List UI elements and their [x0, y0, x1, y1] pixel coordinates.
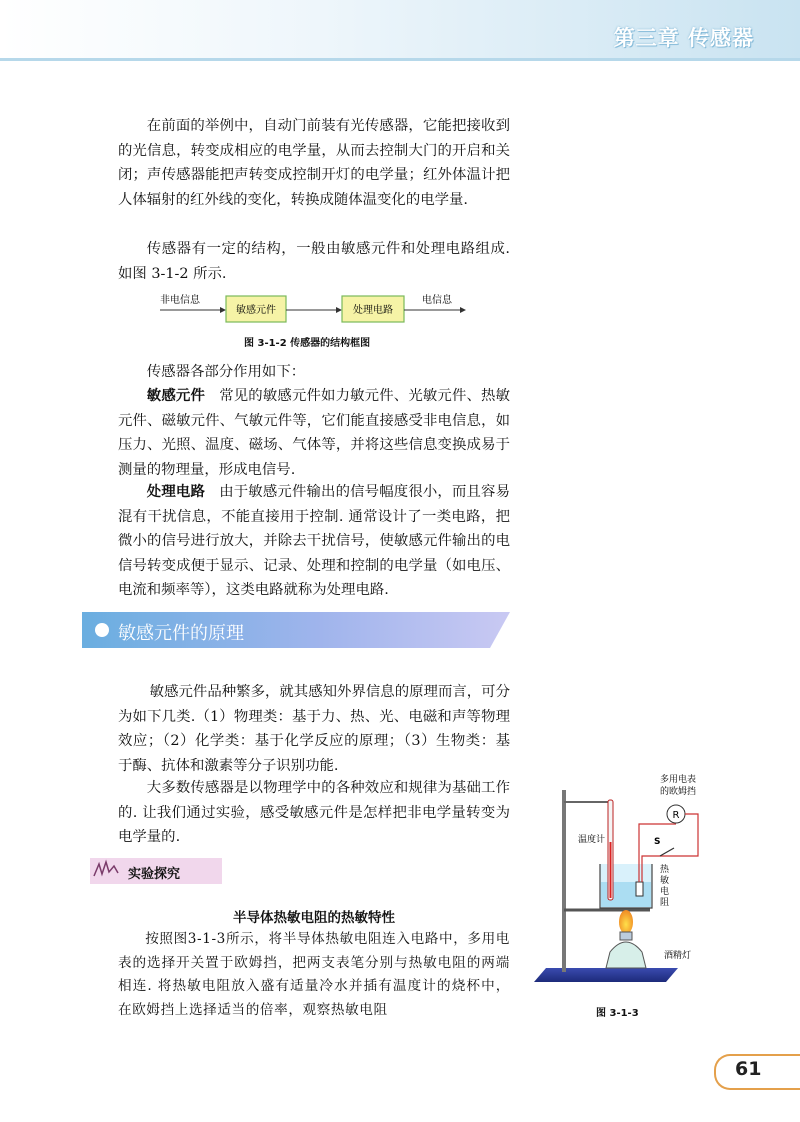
diagram-output-label: 电信息 — [422, 295, 452, 306]
alcohol-lamp — [606, 942, 646, 968]
paragraph-4 — [118, 384, 510, 482]
paragraph-3: 传感器各部分作用如下： — [146, 364, 306, 380]
header-rule — [0, 58, 800, 61]
diagram-box2-label: 处理电路 — [353, 305, 393, 316]
paragraph-6: 敏感元件品种繁多，就其感知外界信息的原理而言，可分为如下几类.（1）物理类：基于力、热、光、电磁和声等物理效应；（2）化学类：基于化学反应的原理；（3）生物类：基于酶、抗体和激素等分子识别功能. — [118, 684, 510, 774]
stand-base — [534, 968, 678, 982]
meter-label-1: 多用电表 — [659, 775, 697, 785]
switch-label: S — [654, 837, 661, 847]
figure-312-caption: 图 3-1-2 传感器的结构框图 — [244, 338, 371, 349]
section-title: 敏感元件的原理 — [118, 623, 244, 644]
thermistor-label-4: 阻 — [660, 898, 670, 908]
meter-label-2: 的欧姆挡 — [659, 787, 697, 797]
stand-rod — [562, 790, 566, 972]
paragraph-7: 大多数传感器是以物理学中的各种效应和规律为基础工作的. 让我们通过实验，感受敏感元件是怎样把非电学量转变为电学量的. — [118, 780, 510, 846]
paragraph-4-text: 常见的敏感元件如力敏元件、光敏元件、热敏元件、磁敏元件、气敏元件等，它们能直接感受非电信息，如压力、光照、温度、磁场、气体等，并将这些信息变换成易于测量的物理量，形成电信号. — [118, 388, 510, 478]
flame — [619, 910, 633, 934]
thermistor-label-2: 敏 — [660, 876, 670, 886]
switch — [660, 848, 674, 856]
term-sensing-element: 敏感元件 — [146, 388, 205, 404]
thermistor — [636, 882, 643, 896]
thermistor-label-1: 热 — [660, 865, 670, 875]
experiment-title: 半导体热敏电阻的热敏特性 — [233, 910, 395, 926]
sensor-structure-diagram — [160, 294, 480, 330]
figure-313-caption: 图 3-1-3 — [596, 1008, 639, 1019]
experiment-label: 实验探究 — [128, 867, 181, 882]
lamp-label: 酒精灯 — [664, 951, 692, 961]
page-number: 61 — [735, 1058, 762, 1080]
diagram-box1-label: 敏感元件 — [236, 305, 276, 316]
paragraph-5-text: 由于敏感元件输出的信号幅度很小，而且容易混有干扰信息，不能直接用于控制. 通常设计了一类电路，把微小的信号进行放大，并除去干扰信号，使敏感元件输出的电信号转变成便于显示、记录、处理和控制的电学量（如电压、电流和频率等），这类电路就称为处理电路. — [118, 484, 510, 599]
term-processing-circuit: 处理电路 — [146, 484, 205, 500]
diagram-input-label: 非电信息 — [160, 295, 200, 306]
thermometer-label: 温度计 — [578, 835, 606, 845]
thermistor-label-3: 电 — [660, 887, 670, 897]
chapter-title: 第三章 传感器 — [613, 26, 754, 50]
paragraph-5 — [118, 480, 510, 603]
meter-symbol: R — [672, 810, 680, 821]
thermistor-apparatus-figure — [528, 772, 728, 1002]
experiment-body: 按照图3-1-3所示，将半导体热敏电阻连入电路中，多用电表的选择开关置于欧姆挡，把两支表笔分别与热敏电阻的两端相连. 将热敏电阻放入盛有适量冷水并插有温度计的烧杯中，在欧姆挡上选择适当的倍率，观察热敏电阻 — [118, 931, 510, 1018]
section-bullet-icon — [95, 623, 109, 637]
paragraph-2: 传感器有一定的结构，一般由敏感元件和处理电路组成. 如图 3-1-2 所示. — [118, 241, 510, 282]
paragraph-1: 在前面的举例中，自动门前装有光传感器，它能把接收到的光信息，转变成相应的电学量，从而去控制大门的开启和关闭；声传感器能把声转变成控制开灯的电学量；红外体温计把人体辐射的红外线的变化，转换成随体温变化的电学量. — [118, 118, 510, 208]
